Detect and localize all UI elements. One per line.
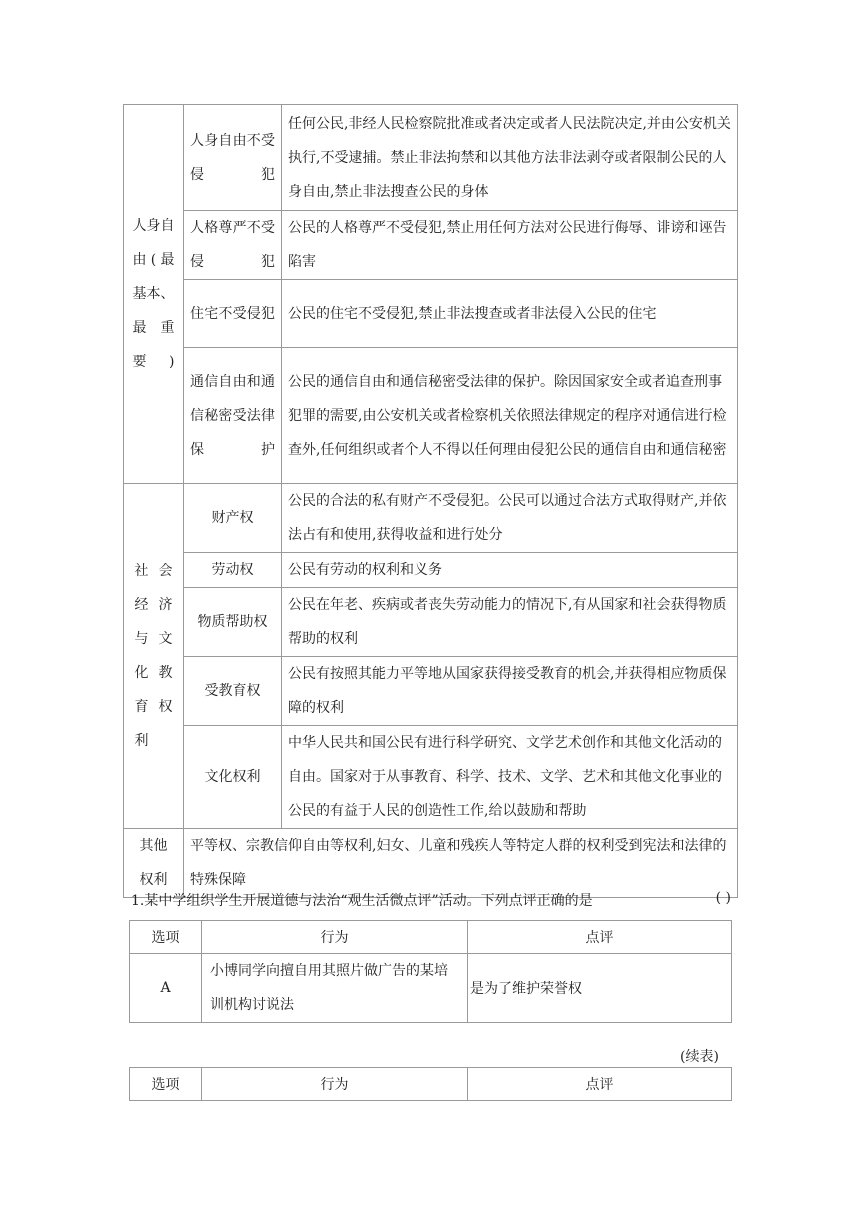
content-other: 平等权、宗教信仰自由等权利,妇女、儿童和残疾人等特定人群的权利受到宪法和法律的特殊保障 bbox=[184, 829, 738, 898]
sub-personal-3: 通信自由和通信秘密受法律保护 bbox=[184, 348, 282, 484]
answer-blank: ( ) bbox=[715, 890, 731, 906]
option-label: A bbox=[130, 954, 202, 1023]
sub-personal-0: 人身自由不受侵犯 bbox=[184, 105, 282, 211]
content-social-2: 公民在年老、疾病或者丧失劳动能力的情况下,有从国家和社会获得物质帮助的权利 bbox=[282, 588, 738, 657]
category-social bbox=[124, 484, 184, 829]
content-social-4: 中华人民共和国公民有进行科学研究、文学艺术创作和其他文化活动的自由。国家对于从事教育、科学、技术、文学、艺术和其他文化事业的公民的有益于人民的创造性工作,给以鼓励和帮助 bbox=[282, 726, 738, 829]
sub-personal-2: 住宅不受侵犯 bbox=[184, 280, 282, 348]
content-personal-2: 公民的住宅不受侵犯,禁止非法搜查或者非法侵入公民的住宅 bbox=[282, 280, 738, 348]
content-personal-1: 公民的人格尊严不受侵犯,禁止用任何方法对公民进行侮辱、诽谤和诬告陷害 bbox=[282, 211, 738, 280]
sub-social-3: 受教育权 bbox=[184, 657, 282, 726]
header-comment: 点评 bbox=[468, 1068, 732, 1101]
rights-table bbox=[123, 104, 738, 898]
header-comment: 点评 bbox=[468, 921, 732, 954]
continued-label: (续表) bbox=[680, 1049, 719, 1065]
content-personal-0: 任何公民,非经人民检察院批准或者决定或者人民法院决定,并由公安机关执行,不受逮捕。禁止非法拘禁和以其他方法非法剥夺或者限制公民的人身自由,禁止非法搜查公民的身体 bbox=[282, 105, 738, 211]
category-personal bbox=[124, 105, 184, 484]
sub-social-0: 财产权 bbox=[184, 484, 282, 553]
sub-social-1: 劳动权 bbox=[184, 553, 282, 588]
content-social-1: 公民有劳动的权利和义务 bbox=[282, 553, 738, 588]
header-behavior: 行为 bbox=[202, 921, 468, 954]
header-behavior: 行为 bbox=[202, 1068, 468, 1101]
content-social-3: 公民有按照其能力平等地从国家获得接受教育的机会,并获得相应物质保障的权利 bbox=[282, 657, 738, 726]
content-personal-3: 公民的通信自由和通信秘密受法律的保护。除因国家安全或者追查刑事犯罪的需要,由公安机关或者检察机关依照法律规定的程序对通信进行检查外,任何组织或者个人不得以任何理由侵犯公民的通信自由和通信秘密 bbox=[282, 348, 738, 484]
continued-table bbox=[129, 1067, 732, 1101]
header-option: 选项 bbox=[130, 1068, 202, 1101]
category-other bbox=[124, 829, 184, 898]
option-comment: 是为了维护荣誉权 bbox=[468, 954, 732, 1023]
option-behavior: 小博同学向擅自用其照片做广告的某培训机构讨说法 bbox=[202, 954, 468, 1023]
sub-social-4: 文化权利 bbox=[184, 726, 282, 829]
content-social-0: 公民的合法的私有财产不受侵犯。公民可以通过合法方式取得财产,并依法占有和使用,获得收益和进行处分 bbox=[282, 484, 738, 553]
header-option: 选项 bbox=[130, 921, 202, 954]
question-text: 1.某中学组织学生开展道德与法治“观生活微点评”活动。下列点评正确的是 bbox=[131, 893, 593, 909]
question bbox=[131, 890, 731, 910]
sub-personal-1: 人格尊严不受侵犯 bbox=[184, 211, 282, 280]
category-personal-label: 人身自由(最基本、最重要) bbox=[132, 218, 175, 370]
category-social-label: 社会经济与文化教育权利 bbox=[134, 563, 173, 749]
category-other-label: 其他权利 bbox=[139, 838, 168, 888]
sub-social-2: 物质帮助权 bbox=[184, 588, 282, 657]
options-table bbox=[129, 920, 732, 1023]
